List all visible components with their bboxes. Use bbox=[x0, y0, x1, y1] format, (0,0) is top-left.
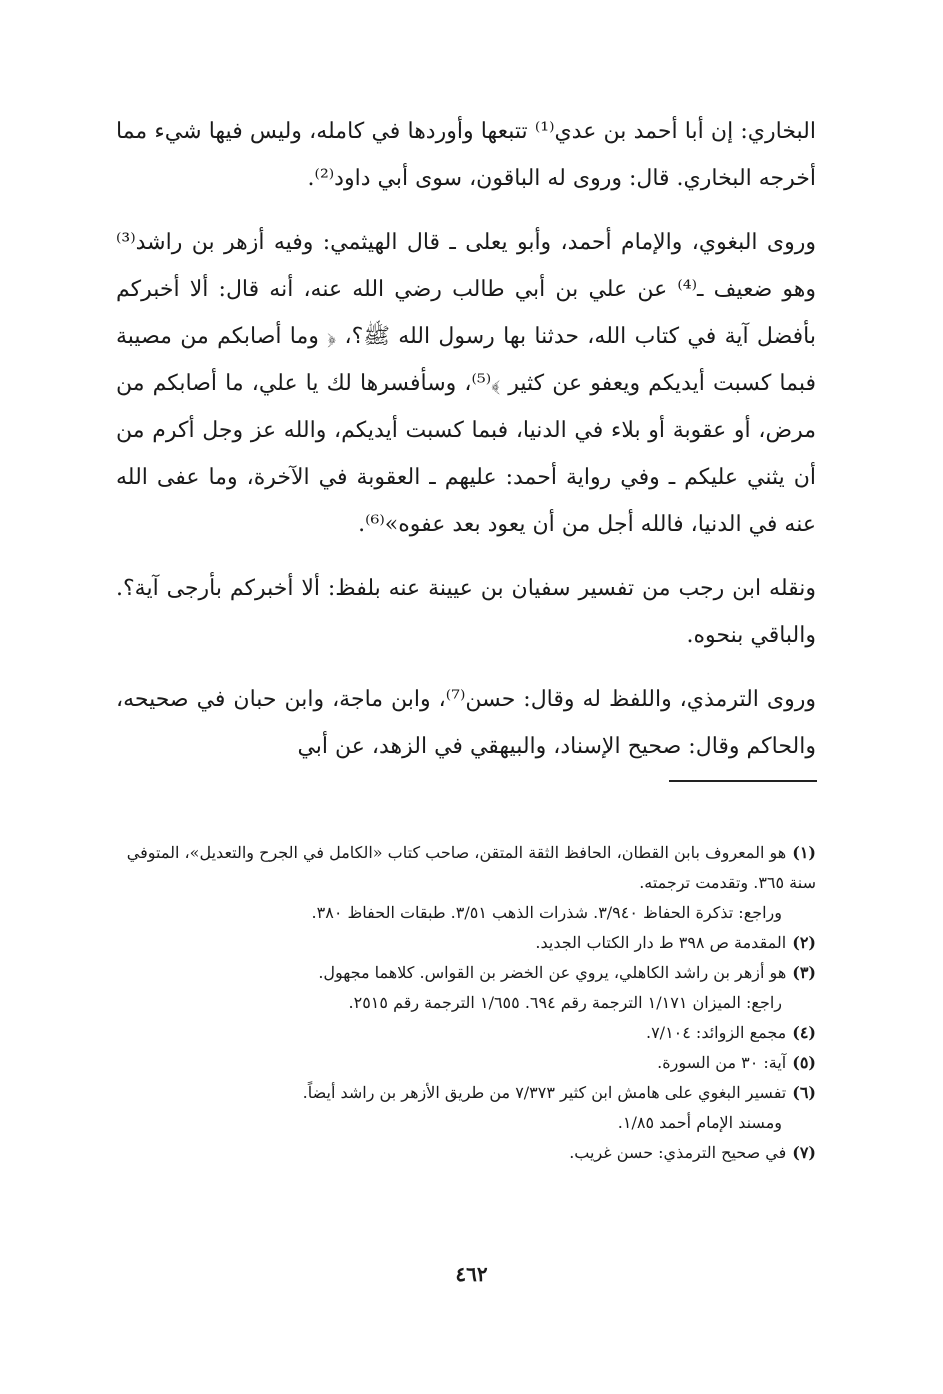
footnote-3 bbox=[116, 958, 816, 988]
page-number: ٤٦٢ bbox=[455, 1262, 488, 1286]
footnote-1-continuation bbox=[116, 898, 816, 928]
footnote-text: مجمع الزوائد: ٧/١٠٤. bbox=[645, 1023, 787, 1042]
paragraph-2: وروى البغوي، والإمام أحمد، وأبو يعلى ـ قال الهيثمي: وفيه أزهر بن راشد⁽³⁾ وهو ضعيف ـ⁽⁴⁾ عن علي بن أبي طالب رضي الله عنه، أنه قال: ألا أخبركم بأفضل آية في كتاب الله، حدثنا بها رسول الله ﷺ؟، ﴿ وما أصابكم من مصيبة فبما كسبت أيديكم ويعفو عن كثير ﴾⁽⁵⁾، وسأفسرها لك يا علي، ما أصابكم من مرض، أو عقوبة أو بلاء في الدنيا، فبما كسبت أيديكم، والله عز وجل أكرم من أن يثني عليكم ـ وفي رواية أحمد: عليهم ـ العقوبة في الآخرة، وما عفى الله عنه في الدنيا، فالله أجل من أن يعود بعد عفوه»⁽⁶⁾. bbox=[116, 230, 816, 537]
footnote-6 bbox=[116, 1078, 816, 1108]
footnote-number: (٤) bbox=[792, 1023, 816, 1042]
footnote-number: (٧) bbox=[792, 1143, 816, 1162]
footnote-text: وراجع: تذكرة الحفاظ ٣/٩٤٠. شذرات الذهب ٣/٥١. طبقات الحفاظ ٣٨٠. bbox=[311, 903, 782, 922]
footnote-number: (٣) bbox=[792, 963, 816, 982]
footnote-3-continuation bbox=[116, 988, 816, 1018]
footnote-number: (٦) bbox=[792, 1083, 816, 1102]
footnote-text: في صحيح الترمذي: حسن غريب. bbox=[569, 1143, 787, 1162]
main-text bbox=[116, 108, 816, 787]
footnote-number: (٥) bbox=[792, 1053, 816, 1072]
footnote-text: تفسير البغوي على هامش ابن كثير ٧/٣٧٣ من طريق الأزهر بن راشد أيضاً. bbox=[302, 1083, 787, 1102]
footnote-text: آية: ٣٠ من السورة. bbox=[657, 1053, 787, 1072]
footnote-5 bbox=[116, 1048, 816, 1078]
footnote-text: هو المعروف بابن القطان، الحافظ الثقة المتقن، صاحب كتاب «الكامل في الجرح والتعديل»، المتوفي سنة ٣٦٥. وتقدمت ترجمته. bbox=[126, 843, 816, 892]
paragraph-3: ونقله ابن رجب من تفسير سفيان بن عيينة عنه بلفظ: ألا أخبركم بأرجى آية؟. والباقي بنحوه. bbox=[116, 576, 816, 648]
footnote-text: راجع: الميزان ١/١٧١ الترجمة رقم ٦٩٤. ١/٦٥٥ الترجمة رقم ٢٥١٥. bbox=[348, 993, 782, 1012]
paragraph-4: وروى الترمذي، واللفظ له وقال: حسن⁽⁷⁾، وابن ماجة، وابن حبان في صحيحه، والحاكم وقال: صحيح الإسناد، والبيهقي في الزهد، عن أبي bbox=[116, 687, 816, 759]
footnote-text: ومسند الإمام أحمد ١/٨٥. bbox=[617, 1113, 782, 1132]
footnote-text: المقدمة ص ٣٩٨ ط دار الكتاب الجديد. bbox=[535, 933, 787, 952]
footnote-2 bbox=[116, 928, 816, 958]
footnote-text: هو أزهر بن راشد الكاهلي، يروي عن الخضر بن القواس. كلاهما مجهول. bbox=[318, 963, 787, 982]
footnote-7 bbox=[116, 1138, 816, 1168]
paragraph-1: البخاري: إن أبا أحمد بن عدي⁽¹⁾ تتبعها وأوردها في كامله، وليس فيها شيء مما أخرجه البخاري. قال: وروى له الباقون، سوى أبي داود⁽²⁾. bbox=[116, 119, 816, 191]
footnotes bbox=[116, 838, 816, 1168]
footnote-6-continuation bbox=[116, 1108, 816, 1138]
footnote-number: (١) bbox=[792, 843, 816, 862]
footnote-1 bbox=[116, 838, 816, 898]
footnote-divider bbox=[669, 780, 817, 782]
footnote-number: (٢) bbox=[792, 933, 816, 952]
footnote-4 bbox=[116, 1018, 816, 1048]
